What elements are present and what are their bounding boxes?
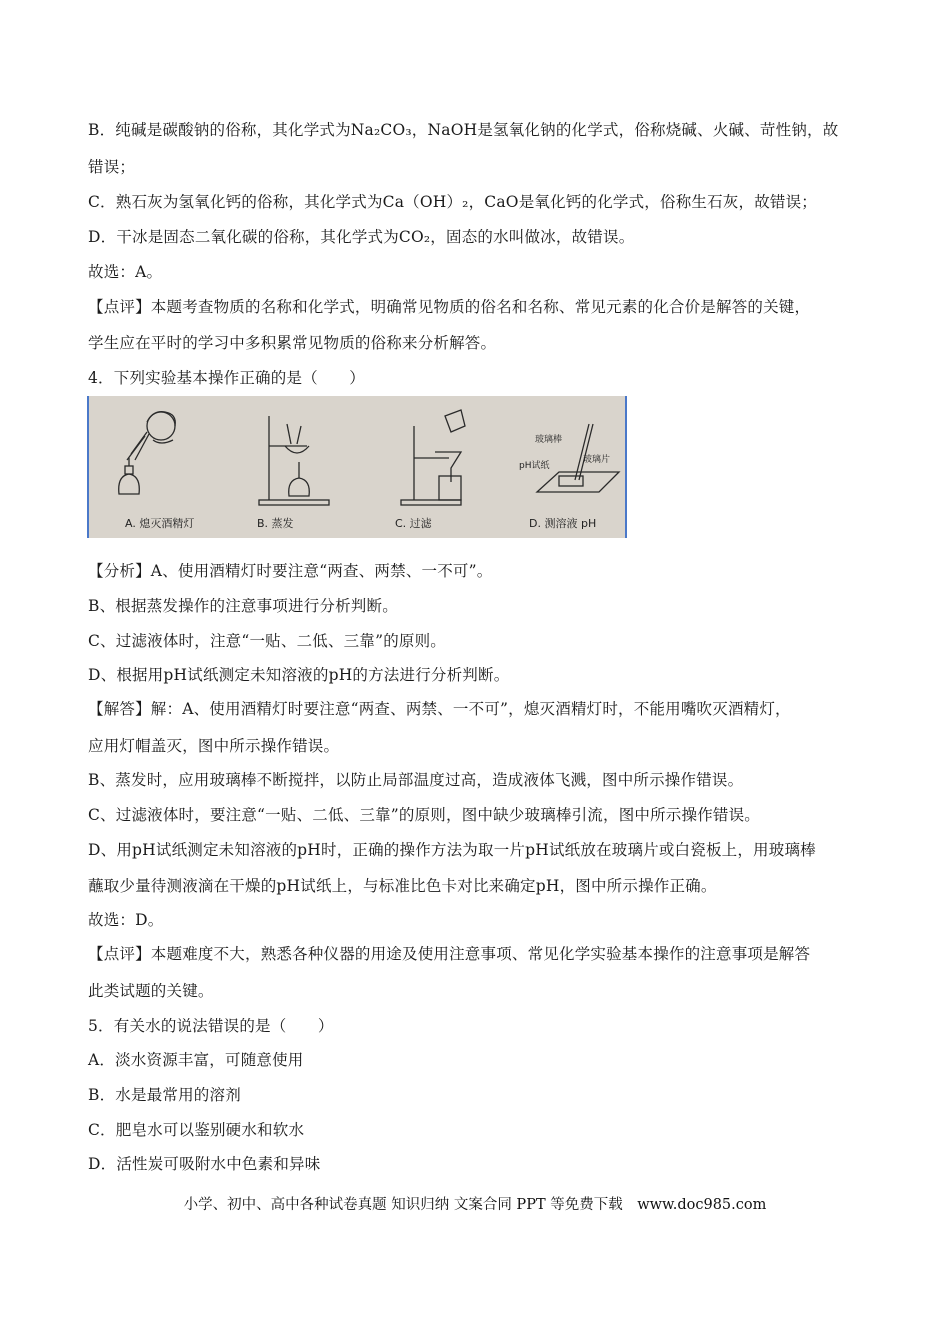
text-line: 【点评】本题考查物质的名称和化学式，明确常见物质的俗名和名称、常见元素的化合价是解答的关键， [88,298,811,316]
text-line: 学生应在平时的学习中多积累常见物质的俗称来分析解答。 [88,334,497,352]
caption-b: B. 蒸发 [257,517,294,530]
page-footer: 小学、初中、高中各种试卷真题 知识归纳 文案合同 PPT 等免费下载 www.doc985.com [183,1197,767,1213]
text-line: 蘸取少量待测液滴在干燥的pH试纸上，与标准比色卡对比来确定pH，图中所示操作正确。 [88,877,717,895]
label-glass-rod: 玻璃棒 [535,435,563,445]
question-5-title: 5．有关水的说法错误的是（ ） [88,1017,334,1035]
text-line: B、根据蒸发操作的注意事项进行分析判断。 [88,597,398,615]
text-line: 此类试题的关键。 [88,982,214,1000]
text-line: D、用pH试纸测定未知溶液的pH时，正确的操作方法为取一片pH试纸放在玻璃片或白瓷板上，用玻璃棒 [88,841,816,859]
text-line: 【解答】解：A、使用酒精灯时要注意“两查、两禁、一不可”，熄灭酒精灯时，不能用嘴吹灭酒精灯， [88,700,791,718]
evaporation-drawing [259,416,329,505]
text-line: D、根据用pH试纸测定未知溶液的pH的方法进行分析判断。 [88,666,510,684]
alcohol-lamp-drawing [119,412,176,494]
option-a: A．淡水资源丰富，可随意使用 [88,1051,304,1069]
caption-a: A. 熄灭酒精灯 [125,517,195,530]
question-4-title: 4．下列实验基本操作正确的是（ ） [88,369,365,387]
filtration-drawing [401,410,465,505]
lab-operations-figure [87,396,627,538]
label-glass-plate: 玻璃片 [583,455,611,465]
text-line: D．干冰是固态二氧化碳的俗称，其化学式为CO₂，固态的水叫做冰，故错误。 [88,228,635,246]
option-b: B．水是最常用的溶剂 [88,1086,241,1104]
text-line: C、过滤液体时，注意“一贴、二低、三靠”的原则。 [88,632,447,650]
text-line: 【分析】A、使用酒精灯时要注意“两查、两禁、一不可”。 [88,562,493,580]
option-d: D．活性炭可吸附水中色素和异味 [88,1155,321,1173]
text-line: B．纯碱是碳酸钠的俗称，其化学式为Na₂CO₃，NaOH是氢氧化钠的化学式，俗称烧碱、火碱、苛性钠，故 [88,121,839,139]
text-line: 故选：D。 [88,911,164,929]
caption-d: D. 测溶液 pH [529,517,597,530]
caption-c: C. 过滤 [395,517,432,530]
text-line: 【点评】本题难度不大，熟悉各种仪器的用途及使用注意事项、常见化学实验基本操作的注意事项是解答 [88,945,811,963]
text-line: 应用灯帽盖灭，图中所示操作错误。 [88,737,340,755]
option-c: C．肥皂水可以鉴别硬水和软水 [88,1121,305,1139]
label-ph-paper: pH试纸 [519,461,550,471]
text-line: 错误； [88,158,136,176]
text-line: 故选：A。 [88,263,163,281]
text-line: C、过滤液体时，要注意“一贴、二低、三靠”的原则，图中缺少玻璃棒引流，图中所示操作错误。 [88,806,761,824]
text-line: C．熟石灰为氢氧化钙的俗称，其化学式为Ca（OH）₂，CaO是氧化钙的化学式，俗称生石灰，故错误； [88,193,818,211]
text-line: B、蒸发时，应用玻璃棒不断搅拌，以防止局部温度过高，造成液体飞溅，图中所示操作错误。 [88,771,744,789]
